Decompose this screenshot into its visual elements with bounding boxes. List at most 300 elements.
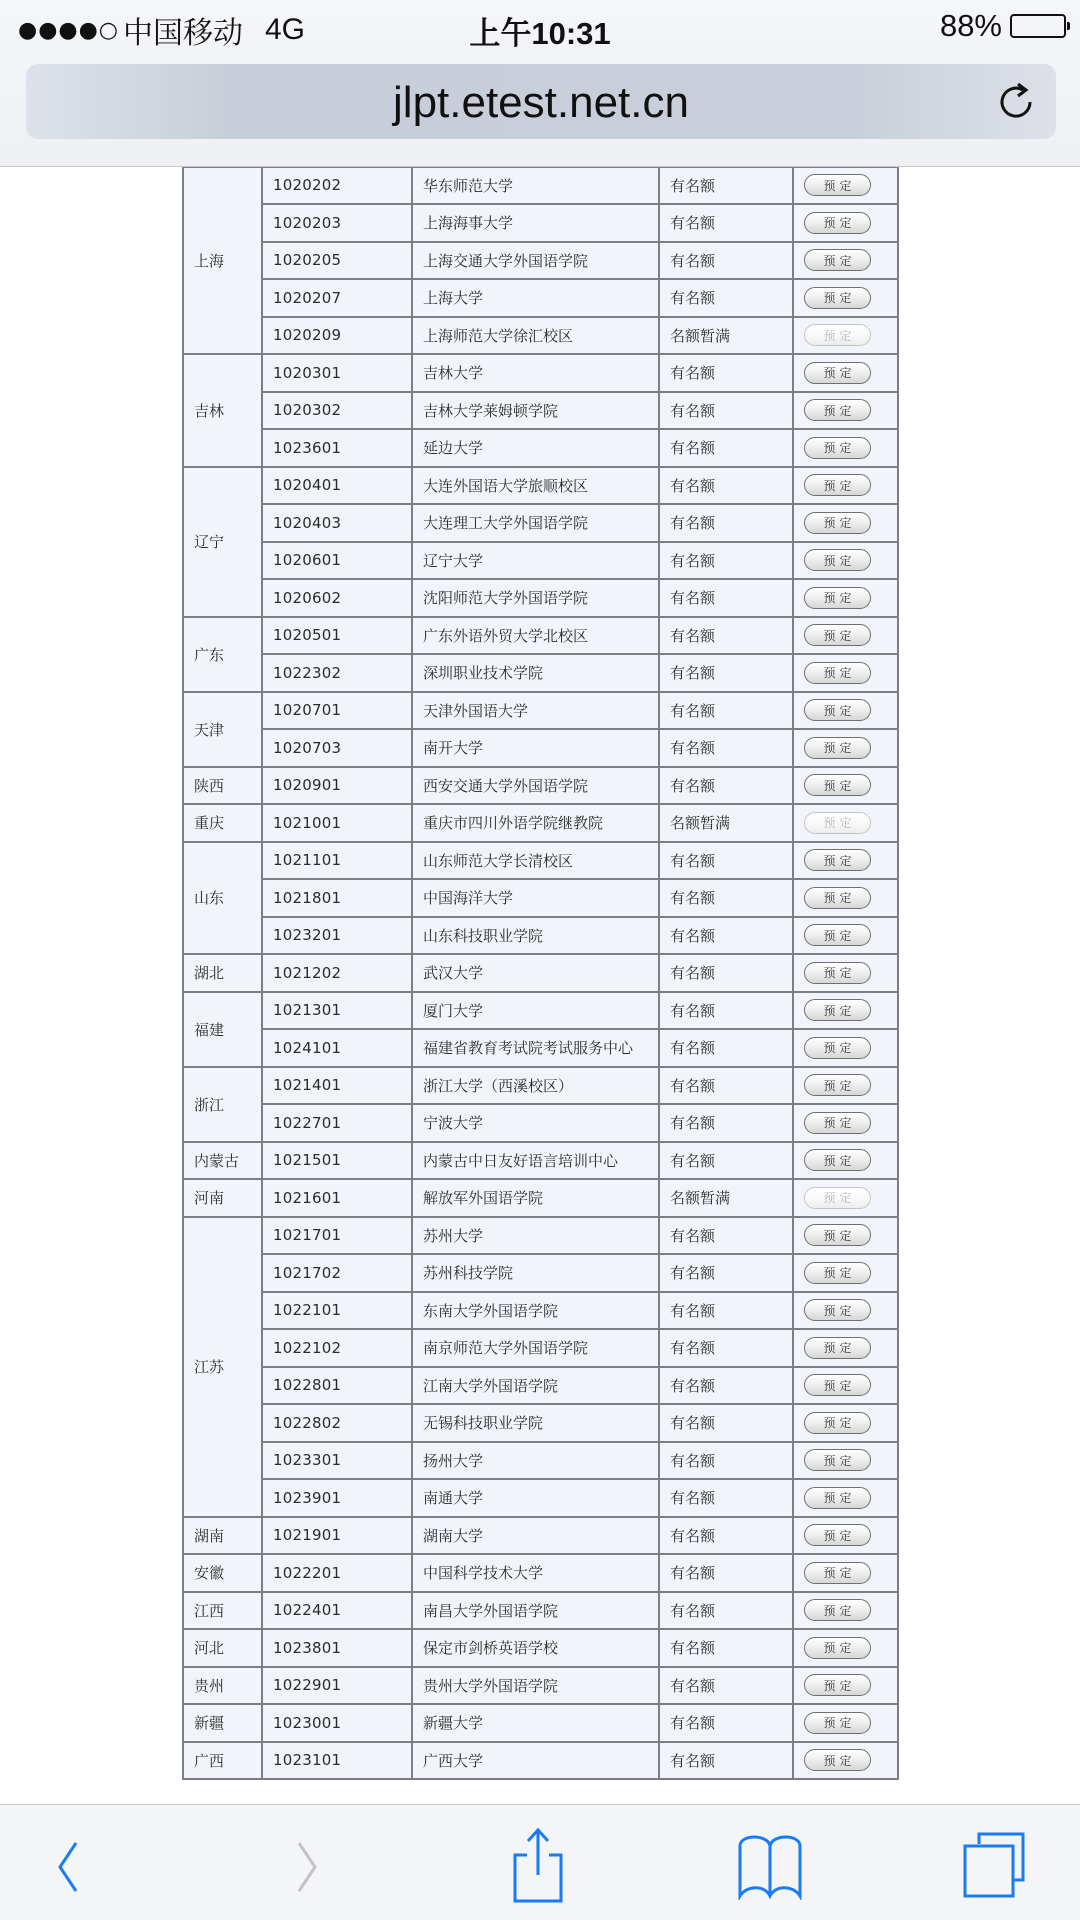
- center-name-cell: 吉林大学莱姆顿学院: [412, 392, 659, 430]
- table-row: [183, 767, 898, 805]
- book-button-cell: [793, 504, 898, 542]
- book-button[interactable]: 预定: [804, 437, 871, 459]
- book-button[interactable]: 预定: [804, 1562, 871, 1584]
- availability-status-cell: 有名额: [659, 1217, 793, 1255]
- availability-status-cell: 有名额: [659, 504, 793, 542]
- share-button[interactable]: [497, 1825, 577, 1905]
- table-row: [183, 1742, 898, 1780]
- center-name-cell: 南通大学: [412, 1479, 659, 1517]
- book-button-cell: [793, 579, 898, 617]
- book-button[interactable]: 预定: [804, 549, 871, 571]
- book-button-cell: [793, 242, 898, 280]
- book-button-cell: [793, 992, 898, 1030]
- book-button[interactable]: 预定: [804, 1262, 871, 1284]
- availability-status-cell: 有名额: [659, 729, 793, 767]
- book-button[interactable]: 预定: [804, 774, 871, 796]
- center-name-cell: 南昌大学外国语学院: [412, 1592, 659, 1630]
- availability-status-cell: 有名额: [659, 1667, 793, 1705]
- center-code-cell: 1021702: [262, 1254, 412, 1292]
- availability-status-cell: 有名额: [659, 1629, 793, 1667]
- test-center-table: [182, 128, 899, 1780]
- center-code-cell: 1021801: [262, 879, 412, 917]
- bookmarks-icon: [732, 1830, 808, 1900]
- book-button-disabled: 预定: [804, 1187, 871, 1209]
- book-button[interactable]: 预定: [804, 1412, 871, 1434]
- book-button-cell: [793, 1629, 898, 1667]
- book-button-cell: [793, 1254, 898, 1292]
- table-row: [183, 542, 898, 580]
- book-button[interactable]: 预定: [804, 1224, 871, 1246]
- availability-status-cell: 有名额: [659, 1367, 793, 1405]
- province-cell: 广西: [183, 1742, 262, 1780]
- book-button-cell: [793, 542, 898, 580]
- province-cell: 贵州: [183, 1667, 262, 1705]
- table-row: [183, 879, 898, 917]
- book-button-cell: [793, 1142, 898, 1180]
- center-code-cell: 1021301: [262, 992, 412, 1030]
- center-name-cell: 上海海事大学: [412, 204, 659, 242]
- center-name-cell: 重庆市四川外语学院继教院: [412, 804, 659, 842]
- book-button[interactable]: 预定: [804, 587, 871, 609]
- table-row: [183, 1667, 898, 1705]
- center-code-cell: 1020501: [262, 617, 412, 655]
- province-cell: 河北: [183, 1629, 262, 1667]
- table-row: [183, 804, 898, 842]
- availability-status-cell: 有名额: [659, 1442, 793, 1480]
- book-button[interactable]: 预定: [804, 962, 871, 984]
- book-button-cell: [793, 1554, 898, 1592]
- availability-status-cell: 有名额: [659, 1029, 793, 1067]
- center-code-cell: 1020207: [262, 279, 412, 317]
- book-button-cell: [793, 842, 898, 880]
- availability-status-cell: 有名额: [659, 354, 793, 392]
- center-name-cell: 广西大学: [412, 1742, 659, 1780]
- center-code-cell: 1020302: [262, 392, 412, 430]
- province-cell: 天津: [183, 692, 262, 767]
- book-button[interactable]: 预定: [804, 1037, 871, 1059]
- book-button[interactable]: 预定: [804, 887, 871, 909]
- center-code-cell: 1020703: [262, 729, 412, 767]
- battery-percent: 88%: [939, 8, 1002, 43]
- book-button[interactable]: 预定: [804, 1712, 871, 1734]
- center-name-cell: 扬州大学: [412, 1442, 659, 1480]
- center-name-cell: 厦门大学: [412, 992, 659, 1030]
- book-button-cell: [793, 1217, 898, 1255]
- province-cell: 河南: [183, 1179, 262, 1217]
- table-row: [183, 1067, 898, 1105]
- book-button[interactable]: 预定: [804, 1524, 871, 1546]
- center-code-cell: 1023801: [262, 1629, 412, 1667]
- center-code-cell: 1021202: [262, 954, 412, 992]
- table-row: [183, 467, 898, 505]
- book-button[interactable]: 预定: [804, 512, 871, 534]
- book-button-cell: [793, 1367, 898, 1405]
- reload-button[interactable]: [996, 81, 1038, 123]
- availability-status-cell: 有名额: [659, 1254, 793, 1292]
- center-name-cell: 东南大学外国语学院: [412, 1292, 659, 1330]
- book-button-cell: [793, 1067, 898, 1105]
- center-name-cell: 保定市剑桥英语学校: [412, 1629, 659, 1667]
- book-button-cell: [793, 1742, 898, 1780]
- table-row: [183, 204, 898, 242]
- table-row: [183, 1629, 898, 1667]
- availability-status-cell: 有名额: [659, 1517, 793, 1555]
- table-row: [183, 579, 898, 617]
- book-button-disabled: 预定: [804, 812, 871, 834]
- center-code-cell: 1020403: [262, 504, 412, 542]
- province-cell: 福建: [183, 992, 262, 1067]
- book-button[interactable]: 预定: [804, 1112, 871, 1134]
- center-code-cell: 1020701: [262, 692, 412, 730]
- book-button[interactable]: 预定: [804, 699, 871, 721]
- book-button-cell: [793, 1517, 898, 1555]
- status-time: 上午10:31: [469, 16, 611, 51]
- availability-status-cell: 有名额: [659, 242, 793, 280]
- table-row: [183, 654, 898, 692]
- province-cell: 陕西: [183, 767, 262, 805]
- center-code-cell: 1022201: [262, 1554, 412, 1592]
- availability-status-cell: 有名额: [659, 1142, 793, 1180]
- province-cell: 江西: [183, 1592, 262, 1630]
- book-button[interactable]: 预定: [804, 624, 871, 646]
- center-name-cell: 广东外语外贸大学北校区: [412, 617, 659, 655]
- forward-chevron-icon: [287, 1835, 327, 1895]
- book-button-cell: [793, 204, 898, 242]
- center-name-cell: 深圳职业技术学院: [412, 654, 659, 692]
- book-button[interactable]: 预定: [804, 362, 871, 384]
- availability-status-cell: 名额暂满: [659, 1179, 793, 1217]
- book-button-cell: [793, 1442, 898, 1480]
- availability-status-cell: 有名额: [659, 617, 793, 655]
- center-name-cell: 上海大学: [412, 279, 659, 317]
- table-row: [183, 392, 898, 430]
- center-code-cell: 1020205: [262, 242, 412, 280]
- center-code-cell: 1020901: [262, 767, 412, 805]
- book-button-cell: [793, 617, 898, 655]
- book-button[interactable]: 预定: [804, 1374, 871, 1396]
- center-code-cell: 1022801: [262, 1367, 412, 1405]
- center-name-cell: 山东师范大学长清校区: [412, 842, 659, 880]
- status-bar: [0, 0, 1080, 54]
- table-row: [183, 1292, 898, 1330]
- center-name-cell: 江南大学外国语学院: [412, 1367, 659, 1405]
- book-button-cell: [793, 1592, 898, 1630]
- battery-icon: [1010, 14, 1066, 38]
- table-row: [183, 429, 898, 467]
- availability-status-cell: 有名额: [659, 1104, 793, 1142]
- availability-status-cell: 名额暂满: [659, 317, 793, 355]
- center-code-cell: 1023201: [262, 917, 412, 955]
- availability-status-cell: 有名额: [659, 204, 793, 242]
- book-button[interactable]: 预定: [804, 1749, 871, 1771]
- province-cell: 山东: [183, 842, 262, 955]
- center-name-cell: 吉林大学: [412, 354, 659, 392]
- availability-status-cell: 有名额: [659, 279, 793, 317]
- center-name-cell: 浙江大学（西溪校区）: [412, 1067, 659, 1105]
- book-button-cell: [793, 954, 898, 992]
- availability-status-cell: 有名额: [659, 467, 793, 505]
- back-chevron-icon: [48, 1835, 88, 1895]
- center-code-cell: 1022101: [262, 1292, 412, 1330]
- table-row: [183, 317, 898, 355]
- center-code-cell: 1021401: [262, 1067, 412, 1105]
- center-name-cell: 延边大学: [412, 429, 659, 467]
- table-row: [183, 354, 898, 392]
- center-code-cell: 1020202: [262, 167, 412, 205]
- book-button-cell: [793, 1704, 898, 1742]
- center-name-cell: 上海交通大学外国语学院: [412, 242, 659, 280]
- availability-status-cell: 有名额: [659, 1479, 793, 1517]
- center-code-cell: 1020601: [262, 542, 412, 580]
- table-row: [183, 1517, 898, 1555]
- table-row: [183, 167, 898, 205]
- center-code-cell: 1022901: [262, 1667, 412, 1705]
- book-button[interactable]: 预定: [804, 1599, 871, 1621]
- availability-status-cell: 有名额: [659, 579, 793, 617]
- availability-status-cell: 有名额: [659, 954, 793, 992]
- availability-status-cell: 有名额: [659, 767, 793, 805]
- center-name-cell: 苏州大学: [412, 1217, 659, 1255]
- network-type: 4G: [264, 13, 306, 46]
- test-center-table-body: [183, 129, 898, 1779]
- center-code-cell: 1020602: [262, 579, 412, 617]
- book-button[interactable]: 预定: [804, 924, 871, 946]
- book-button-cell: [793, 279, 898, 317]
- availability-status-cell: 名额暂满: [659, 804, 793, 842]
- availability-status-cell: 有名额: [659, 692, 793, 730]
- center-name-cell: 南京师范大学外国语学院: [412, 1329, 659, 1367]
- book-button[interactable]: 预定: [804, 1149, 871, 1171]
- forward-button[interactable]: [267, 1825, 347, 1905]
- table-row: [183, 1142, 898, 1180]
- availability-status-cell: 有名额: [659, 842, 793, 880]
- table-row: [183, 242, 898, 280]
- book-button-cell: [793, 317, 898, 355]
- test-center-table-wrapper: [182, 128, 897, 1780]
- book-button-cell: [793, 167, 898, 205]
- availability-status-cell: 有名额: [659, 1292, 793, 1330]
- center-code-cell: 1021701: [262, 1217, 412, 1255]
- table-row: [183, 692, 898, 730]
- province-cell: 湖南: [183, 1517, 262, 1555]
- center-name-cell: 辽宁大学: [412, 542, 659, 580]
- availability-status-cell: 有名额: [659, 1742, 793, 1780]
- table-row: [183, 992, 898, 1030]
- book-button-cell: [793, 1329, 898, 1367]
- book-button[interactable]: 预定: [804, 249, 871, 271]
- tabs-icon: [961, 1830, 1031, 1900]
- book-button[interactable]: 预定: [804, 212, 871, 234]
- table-row: [183, 1592, 898, 1630]
- book-button-cell: [793, 1292, 898, 1330]
- book-button-cell: [793, 654, 898, 692]
- url-text[interactable]: jlpt.etest.net.cn: [393, 78, 689, 127]
- reload-icon: [996, 81, 1038, 123]
- book-button-cell: [793, 804, 898, 842]
- table-row: [183, 1029, 898, 1067]
- province-cell: 吉林: [183, 354, 262, 467]
- center-name-cell: 上海师范大学徐汇校区: [412, 317, 659, 355]
- center-name-cell: 福建省教育考试院考试服务中心: [412, 1029, 659, 1067]
- center-name-cell: 中国科学技术大学: [412, 1554, 659, 1592]
- availability-status-cell: 有名额: [659, 167, 793, 205]
- book-button-cell: [793, 354, 898, 392]
- book-button[interactable]: 预定: [804, 474, 871, 496]
- center-code-cell: 1023101: [262, 1742, 412, 1780]
- availability-status-cell: 有名额: [659, 654, 793, 692]
- book-button[interactable]: 预定: [804, 287, 871, 309]
- province-cell: 安徽: [183, 1554, 262, 1592]
- book-button-cell: [793, 467, 898, 505]
- center-code-cell: 1021601: [262, 1179, 412, 1217]
- center-code-cell: 1020209: [262, 317, 412, 355]
- center-code-cell: 1022102: [262, 1329, 412, 1367]
- center-name-cell: 天津外国语大学: [412, 692, 659, 730]
- book-button[interactable]: 预定: [804, 999, 871, 1021]
- center-code-cell: 1021501: [262, 1142, 412, 1180]
- browser-top-chrome: [0, 0, 1080, 167]
- availability-status-cell: 有名额: [659, 1067, 793, 1105]
- center-code-cell: 1022701: [262, 1104, 412, 1142]
- table-row: [183, 1329, 898, 1367]
- center-code-cell: 1022401: [262, 1592, 412, 1630]
- book-button-cell: [793, 1404, 898, 1442]
- book-button[interactable]: 预定: [804, 399, 871, 421]
- share-icon: [507, 1825, 567, 1905]
- availability-status-cell: 有名额: [659, 542, 793, 580]
- table-row: [183, 917, 898, 955]
- center-code-cell: 1023001: [262, 1704, 412, 1742]
- book-button-cell: [793, 1179, 898, 1217]
- center-code-cell: 1023301: [262, 1442, 412, 1480]
- province-cell: 上海: [183, 167, 262, 355]
- table-row: [183, 1367, 898, 1405]
- table-row: [183, 1104, 898, 1142]
- center-code-cell: 1021901: [262, 1517, 412, 1555]
- availability-status-cell: 有名额: [659, 992, 793, 1030]
- book-button-cell: [793, 1667, 898, 1705]
- book-button-cell: [793, 392, 898, 430]
- book-button-cell: [793, 879, 898, 917]
- table-row: [183, 1554, 898, 1592]
- book-button-cell: [793, 729, 898, 767]
- book-button[interactable]: 预定: [804, 174, 871, 196]
- availability-status-cell: 有名额: [659, 879, 793, 917]
- availability-status-cell: 有名额: [659, 429, 793, 467]
- center-name-cell: 大连外国语大学旅顺校区: [412, 467, 659, 505]
- center-name-cell: 武汉大学: [412, 954, 659, 992]
- center-code-cell: 1020301: [262, 354, 412, 392]
- center-name-cell: 华东师范大学: [412, 167, 659, 205]
- book-button[interactable]: 预定: [804, 1299, 871, 1321]
- book-button-cell: [793, 1479, 898, 1517]
- province-cell: 湖北: [183, 954, 262, 992]
- book-button-cell: [793, 767, 898, 805]
- table-row: [183, 1404, 898, 1442]
- book-button[interactable]: 预定: [804, 1637, 871, 1659]
- center-name-cell: 宁波大学: [412, 1104, 659, 1142]
- table-row: [183, 1479, 898, 1517]
- table-row: [183, 729, 898, 767]
- signal-strength-icon: ●●●●○: [18, 17, 119, 43]
- table-row: [183, 954, 898, 992]
- center-code-cell: 1020401: [262, 467, 412, 505]
- table-row: [183, 1179, 898, 1217]
- center-name-cell: 无锡科技职业学院: [412, 1404, 659, 1442]
- center-name-cell: 西安交通大学外国语学院: [412, 767, 659, 805]
- table-row: [183, 279, 898, 317]
- book-button[interactable]: 预定: [804, 849, 871, 871]
- book-button-cell: [793, 1104, 898, 1142]
- book-button[interactable]: 预定: [804, 1337, 871, 1359]
- tabs-button[interactable]: [956, 1825, 1036, 1905]
- center-code-cell: 1020203: [262, 204, 412, 242]
- province-cell: 辽宁: [183, 467, 262, 617]
- center-name-cell: 贵州大学外国语学院: [412, 1667, 659, 1705]
- center-name-cell: 山东科技职业学院: [412, 917, 659, 955]
- table-row: [183, 504, 898, 542]
- table-row: [183, 617, 898, 655]
- center-name-cell: 沈阳师范大学外国语学院: [412, 579, 659, 617]
- table-row: [183, 1217, 898, 1255]
- address-bar[interactable]: [26, 64, 1056, 139]
- availability-status-cell: 有名额: [659, 1592, 793, 1630]
- province-cell: 新疆: [183, 1704, 262, 1742]
- book-button[interactable]: 预定: [804, 1449, 871, 1471]
- center-code-cell: 1023601: [262, 429, 412, 467]
- book-button-cell: [793, 429, 898, 467]
- center-name-cell: 南开大学: [412, 729, 659, 767]
- availability-status-cell: 有名额: [659, 1404, 793, 1442]
- availability-status-cell: 有名额: [659, 392, 793, 430]
- book-button-disabled: 预定: [804, 324, 871, 346]
- book-button[interactable]: 预定: [804, 1074, 871, 1096]
- province-cell: 广东: [183, 617, 262, 692]
- center-code-cell: 1024101: [262, 1029, 412, 1067]
- availability-status-cell: 有名额: [659, 917, 793, 955]
- book-button-cell: [793, 692, 898, 730]
- book-button[interactable]: 预定: [804, 737, 871, 759]
- availability-status-cell: 有名额: [659, 1704, 793, 1742]
- center-name-cell: 苏州科技学院: [412, 1254, 659, 1292]
- bookmarks-button[interactable]: [730, 1825, 810, 1905]
- carrier-name: 中国移动: [122, 16, 243, 51]
- province-cell: 重庆: [183, 804, 262, 842]
- book-button[interactable]: 预定: [804, 1487, 871, 1509]
- book-button[interactable]: 预定: [804, 662, 871, 684]
- availability-status-cell: 有名额: [659, 1554, 793, 1592]
- table-row: [183, 842, 898, 880]
- center-code-cell: 1021001: [262, 804, 412, 842]
- status-right: [940, 8, 1066, 44]
- book-button-cell: [793, 1029, 898, 1067]
- center-code-cell: 1021101: [262, 842, 412, 880]
- back-button[interactable]: [28, 1825, 108, 1905]
- province-cell: 内蒙古: [183, 1142, 262, 1180]
- center-code-cell: 1022302: [262, 654, 412, 692]
- center-name-cell: 中国海洋大学: [412, 879, 659, 917]
- center-code-cell: 1023901: [262, 1479, 412, 1517]
- center-name-cell: 湖南大学: [412, 1517, 659, 1555]
- availability-status-cell: 有名额: [659, 1329, 793, 1367]
- book-button-cell: [793, 917, 898, 955]
- book-button[interactable]: 预定: [804, 1674, 871, 1696]
- center-code-cell: 1022802: [262, 1404, 412, 1442]
- table-row: [183, 1704, 898, 1742]
- browser-bottom-toolbar: [0, 1804, 1080, 1920]
- center-name-cell: 新疆大学: [412, 1704, 659, 1742]
- table-row: [183, 1442, 898, 1480]
